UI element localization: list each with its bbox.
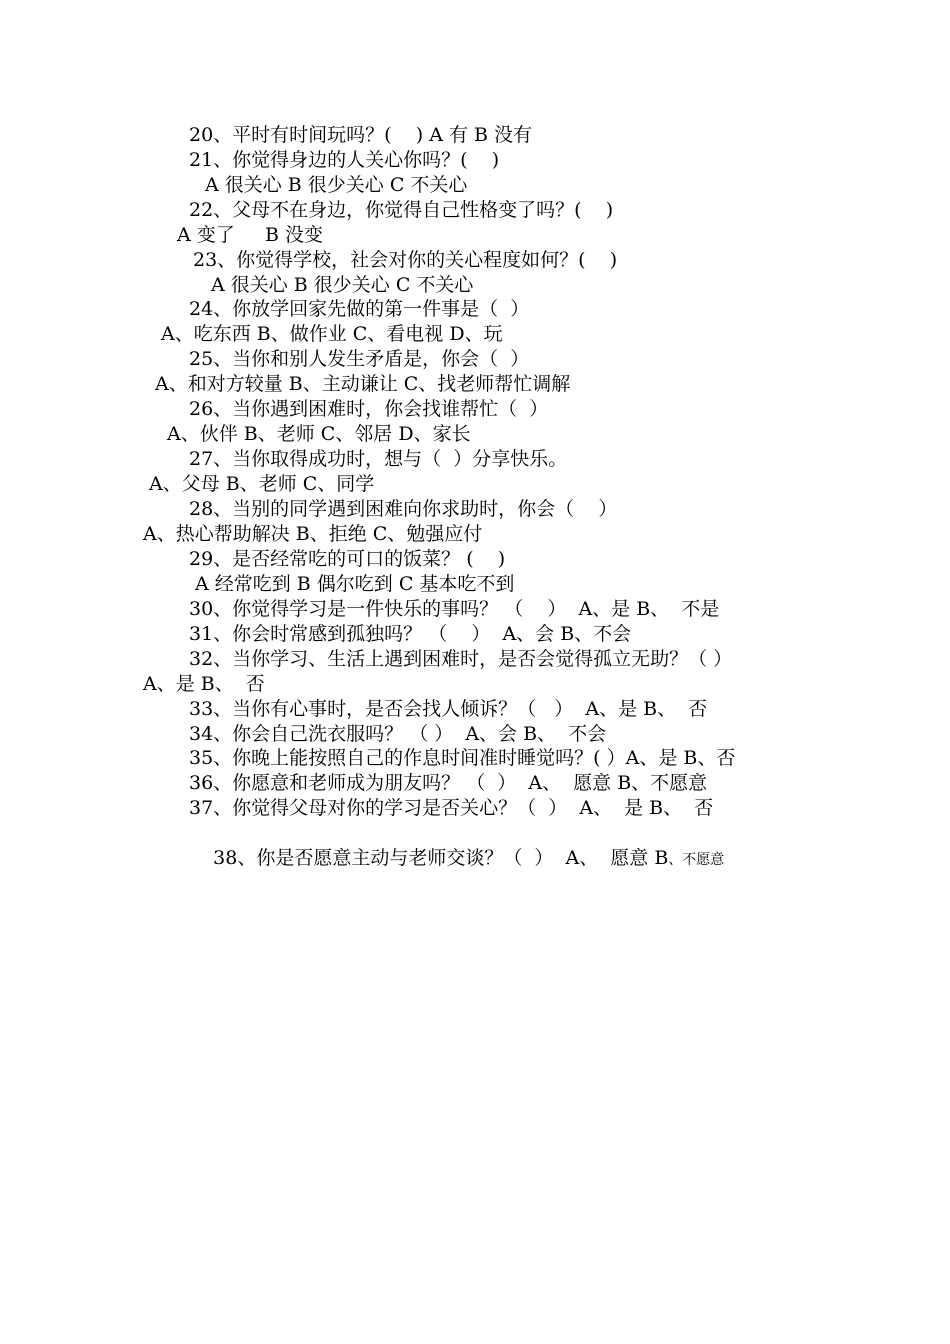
question-20: 20、平时有时间玩吗？( ) A 有 B 没有	[189, 124, 533, 146]
question-29: 29、是否经常吃的可口的饭菜？ ( )	[189, 548, 506, 570]
question-31: 31、你会时常感到孤独吗？ （ ） A、会 B、不会	[189, 623, 632, 645]
question-23: 23、你觉得学校，社会对你的关心程度如何？( )	[193, 249, 618, 271]
question-36: 36、你愿意和老师成为朋友吗？ （ ） A、 愿意 B、不愿意	[189, 772, 708, 794]
question-32-options: A、是 B、 否	[143, 673, 265, 695]
question-32: 32、当你学习、生活上遇到困难时，是否会觉得孤立无助？（ ）	[189, 648, 733, 670]
question-27-options: A、父母 B、老师 C、同学	[149, 473, 375, 495]
question-33: 33、当你有心事时，是否会找人倾诉？（ ） A、是 B、 否	[189, 698, 708, 720]
question-21: 21、你觉得身边的人关心你吗？( )	[189, 149, 500, 171]
question-29-options: A 经常吃到 B 偶尔吃到 C 基本吃不到	[195, 573, 515, 595]
question-24-options: A、吃东西 B、做作业 C、看电视 D、玩	[161, 323, 503, 345]
question-28: 28、当别的同学遇到困难向你求助时，你会（ ）	[189, 498, 618, 520]
question-22-options: A 变了 B 没变	[177, 224, 323, 246]
question-25-options: A、和对方较量 B、主动谦让 C、找老师帮忙调解	[155, 373, 571, 395]
question-24: 24、你放学回家先做的第一件事是（ ）	[189, 298, 530, 320]
question-22: 22、父母不在身边，你觉得自己性格变了吗？( )	[189, 199, 614, 221]
question-38-tail: 、不愿意	[668, 852, 725, 868]
question-37: 37、你觉得父母对你的学习是否关心？（ ） A、 是 B、 否	[189, 797, 714, 819]
question-21-options: A 很关心 B 很少关心 C 不关心	[205, 174, 468, 196]
question-30: 30、你觉得学习是一件快乐的事吗？ （ ） A、是 B、 不是	[189, 598, 720, 620]
question-38	[189, 821, 724, 898]
question-34: 34、你会自己洗衣服吗？ （ ） A、会 B、 不会	[189, 723, 607, 745]
question-26: 26、当你遇到困难时，你会找谁帮忙（ ）	[189, 398, 549, 420]
question-35: 35、你晚上能按照自己的作息时间准时睡觉吗？( ）A、是 B、否	[189, 747, 736, 769]
question-38-main: 38、你是否愿意主动与老师交谈？（ ） A、 愿意 B	[213, 847, 669, 869]
question-27: 27、当你取得成功时，想与（ ）分享快乐。	[189, 448, 568, 470]
question-26-options: A、伙伴 B、老师 C、邻居 D、家长	[167, 423, 471, 445]
question-25: 25、当你和别人发生矛盾是，你会（ ）	[189, 348, 530, 370]
question-23-options: A 很关心 B 很少关心 C 不关心	[211, 274, 474, 296]
question-28-options: A、热心帮助解决 B、拒绝 C、勉强应付	[143, 523, 483, 545]
